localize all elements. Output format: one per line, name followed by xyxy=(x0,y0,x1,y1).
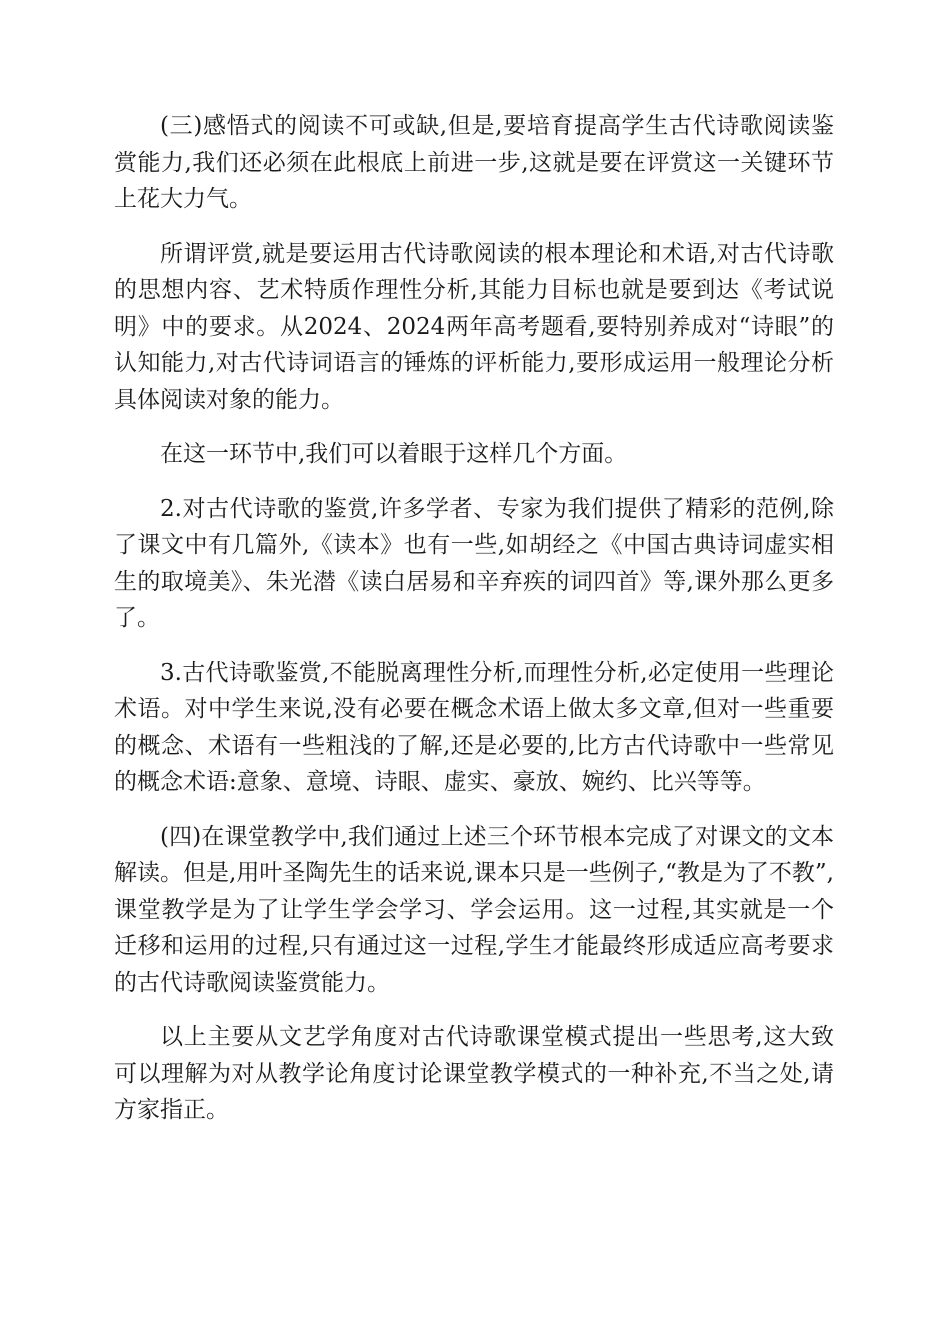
paragraph-item-3: 3.古代诗歌鉴赏,不能脱离理性分析,而理性分析,必定使用一些理论术语。对中学生来说,没有必要在概念术语上做太多文章,但对一些重要的概念、术语有一些粗浅的了解,还是必要的,比方古代诗歌中一些常见的概念术语:意象、意境、诗眼、虚实、豪放、婉约、比兴等等。 xyxy=(114,659,834,795)
paragraph-aspects-intro: 在这一环节中,我们可以着眼于这样几个方面。 xyxy=(160,441,628,467)
paragraph-evaluation-definition: 所谓评赏,就是要运用古代诗歌阅读的根本理论和术语,对古代诗歌的思想内容、艺术特质作理性分析,其能力目标也就是要到达《考试说明》中的要求。从2024、2024两年高考题看,要特别养成对“诗眼”的认知能力,对古代诗词语言的锤炼的评析能力,要形成运用一般理论分析具体阅读对象的能力。 xyxy=(114,240,834,413)
document-body xyxy=(114,108,834,1147)
paragraph-item-2: 2.对古代诗歌的鉴赏,许多学者、专家为我们提供了精彩的范例,除了课文中有几篇外,《读本》也有一些,如胡经之《中国古典诗词虚实相生的取境美》、朱光潜《读白居易和辛弃疾的词四首》等,课外那么更多了。 xyxy=(114,495,834,631)
paragraph-appreciation-section: (三)感悟式的阅读不可或缺,但是,要培育提高学生古代诗歌阅读鉴赏能力,我们还必须在此根底上前进一步,这就是要在评赏这一关键环节上花大力气。 xyxy=(114,113,834,212)
paragraph-classroom-section: (四)在课堂教学中,我们通过上述三个环节根本完成了对课文的文本解读。但是,用叶圣陶先生的话来说,课本只是一些例子,“教是为了不教”,课堂教学是为了让学生学会学习、学会运用。这一过程,其实就是一个迁移和运用的过程,只有通过这一过程,学生才能最终形成适应高考要求的古代诗歌阅读鉴赏能力。 xyxy=(114,823,834,996)
paragraph-conclusion: 以上主要从文艺学角度对古代诗歌课堂模式提出一些思考,这大致可以理解为对从教学论角度讨论课堂教学模式的一种补充,不当之处,请方家指正。 xyxy=(114,1024,834,1123)
